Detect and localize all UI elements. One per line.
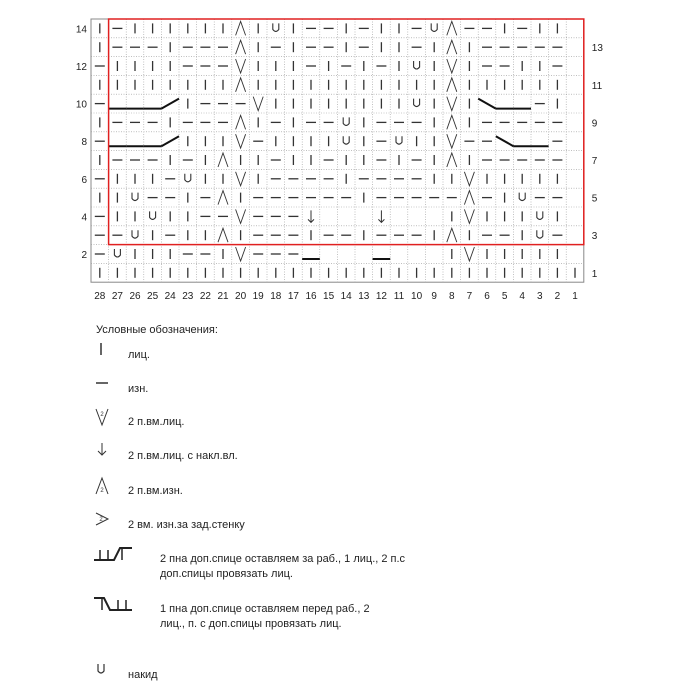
row-label-right: 5 bbox=[591, 193, 598, 205]
chart-svg bbox=[0, 0, 690, 300]
col-label: 27 bbox=[111, 291, 123, 300]
col-label: 10 bbox=[411, 291, 423, 300]
col-label: 7 bbox=[466, 291, 473, 300]
legend-item-cable-front bbox=[0, 594, 690, 630]
svg-text:2: 2 bbox=[100, 488, 104, 494]
col-label: 15 bbox=[323, 291, 335, 300]
legend-title: Условные обозначения: bbox=[96, 324, 218, 336]
col-label: 13 bbox=[358, 291, 370, 300]
col-label: 28 bbox=[94, 291, 106, 300]
row-label-left: 4 bbox=[81, 212, 87, 224]
col-label: 18 bbox=[270, 291, 282, 300]
col-label: 6 bbox=[484, 291, 490, 300]
col-label: 1 bbox=[572, 291, 578, 300]
svg-text:2: 2 bbox=[100, 412, 104, 418]
legend-item-cable-back bbox=[0, 544, 690, 580]
row-label-left: 14 bbox=[75, 24, 87, 36]
legend-item-yarn-over bbox=[0, 660, 690, 690]
legend-item-p2tog bbox=[0, 476, 690, 506]
col-label: 25 bbox=[147, 291, 159, 300]
legend-label-p2tog: 2 п.вм.изн. bbox=[128, 485, 183, 497]
col-label: 8 bbox=[449, 291, 455, 300]
col-label: 3 bbox=[537, 291, 543, 300]
row-label-right: 7 bbox=[591, 156, 598, 167]
knitting-chart bbox=[0, 0, 690, 300]
row-label-right: 13 bbox=[591, 43, 603, 55]
row-label-right: 11 bbox=[591, 80, 603, 92]
col-label: 5 bbox=[501, 291, 508, 300]
col-label: 21 bbox=[217, 291, 229, 300]
col-label: 23 bbox=[182, 291, 194, 300]
col-label: 12 bbox=[375, 291, 387, 300]
col-label: 14 bbox=[340, 291, 352, 300]
legend-label-yarn-over: накид bbox=[128, 669, 158, 681]
row-label-left: 12 bbox=[75, 62, 87, 73]
legend-label-cable-front: 1 пна доп.спице оставляем перед раб., 2 лиц., п. с доп.спицы провязать лиц. bbox=[160, 603, 370, 630]
legend-item-k2tog bbox=[0, 407, 690, 437]
row-label-left: 6 bbox=[81, 174, 87, 186]
col-label: 4 bbox=[519, 291, 525, 300]
cable-back-symbol-icon bbox=[92, 544, 156, 574]
legend-item-purl bbox=[0, 374, 690, 404]
col-label: 22 bbox=[199, 291, 211, 300]
svg-text:2: 2 bbox=[99, 517, 103, 523]
col-label: 9 bbox=[431, 291, 437, 300]
legend-label-cable-back: 2 пна доп.спице оставляем за раб., 1 лиц., 2 п.с доп.спицы провязать лиц. bbox=[160, 553, 406, 580]
cable-front-symbol-icon bbox=[92, 594, 156, 624]
row-label-left: 8 bbox=[81, 137, 87, 149]
legend-item-k2tog-left bbox=[0, 441, 690, 471]
col-label: 19 bbox=[252, 291, 264, 300]
legend-label-k2tog: 2 п.вм.лиц. bbox=[128, 416, 185, 428]
col-label: 26 bbox=[129, 291, 141, 300]
row-label-right: 9 bbox=[591, 118, 598, 130]
legend-label-k2tog-left: 2 п.вм.лиц. с накл.вл. bbox=[128, 450, 238, 462]
legend-label-p2tog-tbl: 2 вм. изн.за зад.стенку bbox=[128, 519, 245, 531]
col-label: 2 bbox=[554, 291, 561, 300]
legend-label-knit: лиц. bbox=[128, 349, 150, 361]
chart-grid-frame bbox=[91, 19, 584, 282]
legend-item-knit bbox=[0, 340, 690, 370]
col-label: 11 bbox=[393, 291, 405, 300]
legend-label-purl: изн. bbox=[128, 383, 149, 395]
legend-item-p2tog-tbl bbox=[0, 510, 690, 540]
col-label: 24 bbox=[164, 291, 176, 300]
row-label-right: 1 bbox=[591, 268, 598, 280]
row-label-right: 3 bbox=[591, 231, 598, 243]
row-label-left: 2 bbox=[81, 250, 87, 261]
col-label: 17 bbox=[287, 291, 299, 300]
col-label: 20 bbox=[235, 291, 247, 300]
row-label-left: 10 bbox=[75, 99, 87, 111]
col-label: 16 bbox=[305, 291, 317, 300]
